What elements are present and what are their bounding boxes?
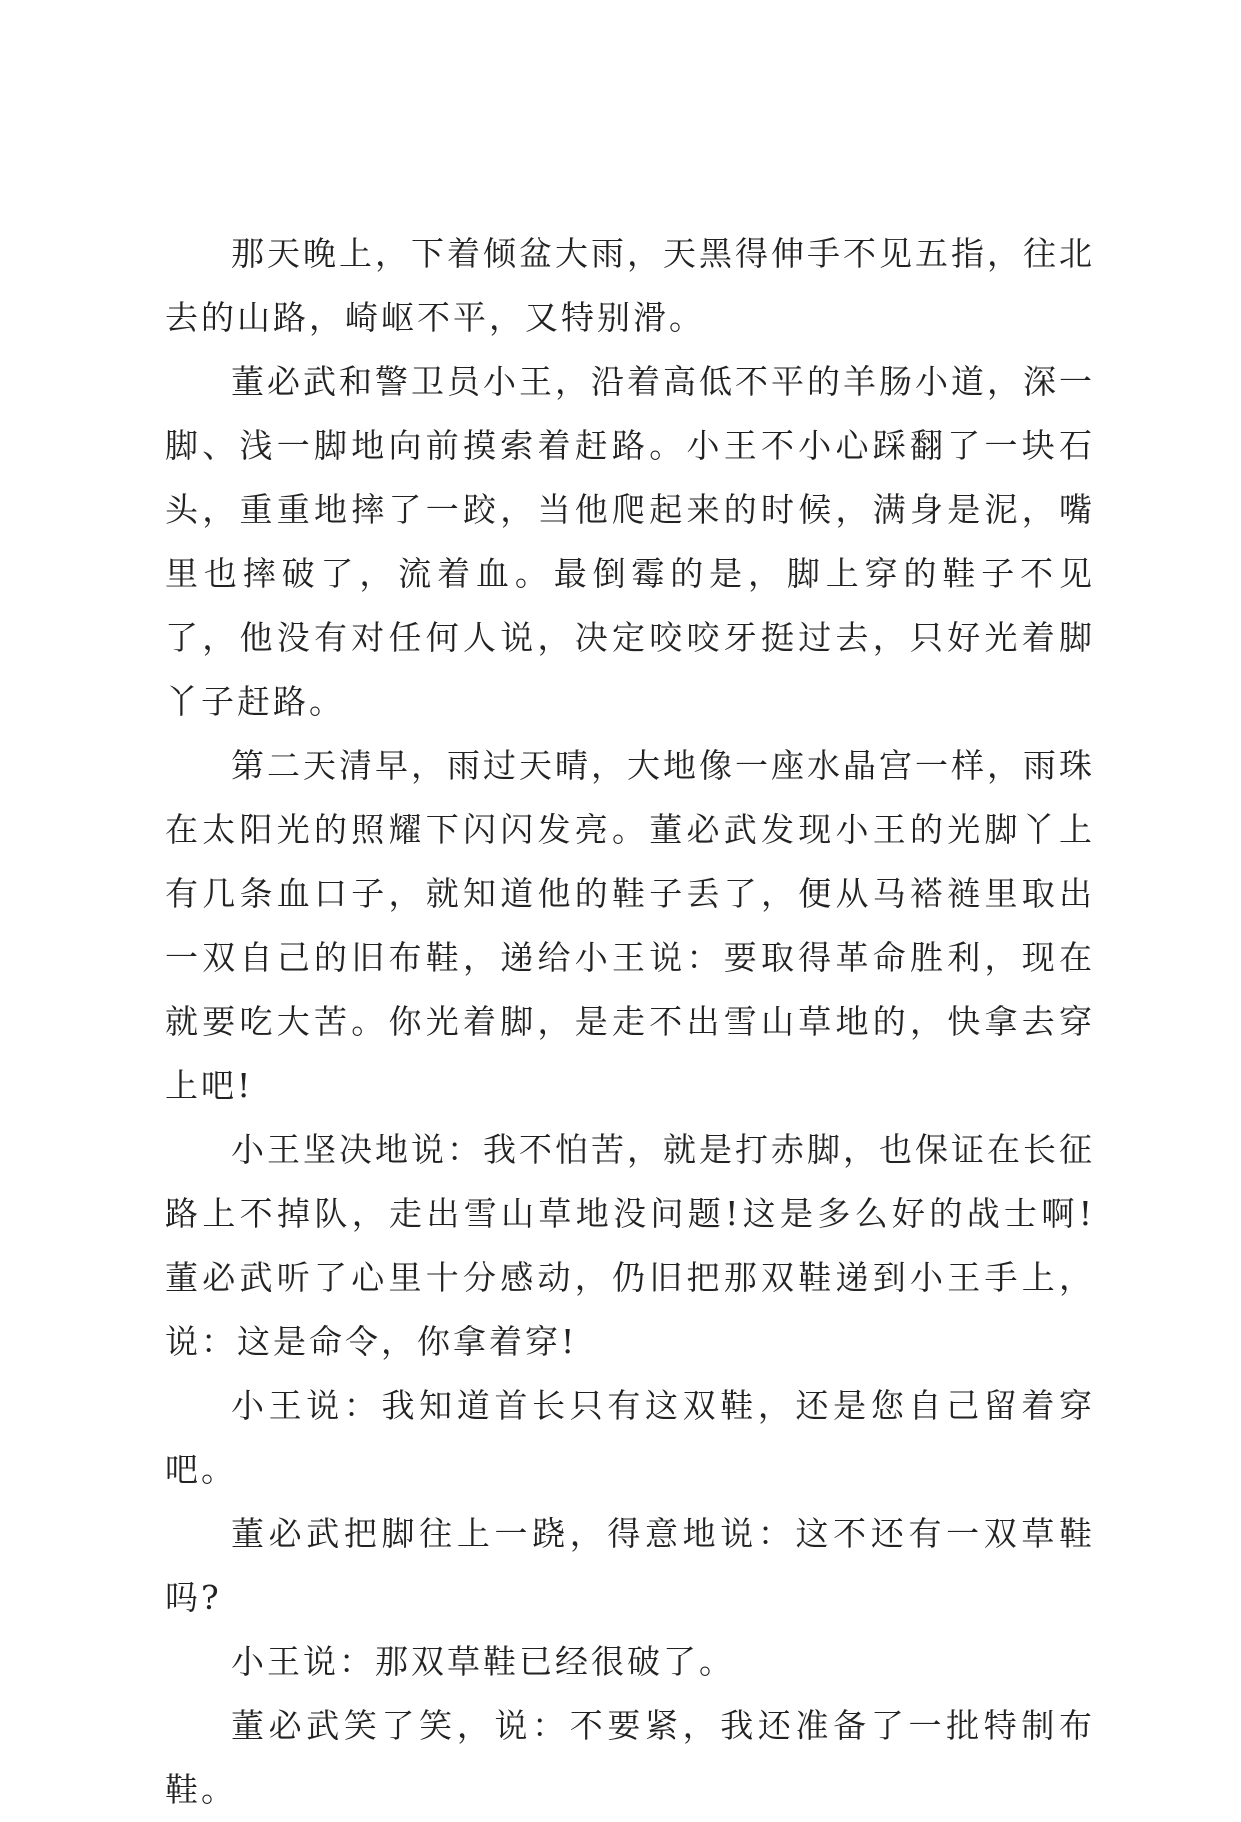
paragraph-8: 董必武笑了笑，说：不要紧，我还准备了一批特制布鞋。 <box>165 1706 1095 1809</box>
paragraph-1: 那天晚上，下着倾盆大雨，天黑得伸手不见五指，往北去的山路，崎岖不平，又特别滑。 <box>165 234 1095 337</box>
paragraph-3: 第二天清早，雨过天晴，大地像一座水晶宫一样，雨珠在太阳光的照耀下闪闪发亮。董必武发现小王的光脚丫上有几条血口子，就知道他的鞋子丢了，便从马褡裢里取出一双自己的旧布鞋，递给小王说：要取得革命胜利，现在就要吃大苦。你光着脚，是走不出雪山草地的，快拿去穿上吧! <box>165 746 1095 1105</box>
body-text <box>165 222 1095 1822</box>
paragraph-6: 董必武把脚往上一跷，得意地说：这不还有一双草鞋吗? <box>165 1514 1095 1617</box>
paragraph-7: 小王说：那双草鞋已经很破了。 <box>231 1642 735 1681</box>
paragraph-2: 董必武和警卫员小王，沿着高低不平的羊肠小道，深一脚、浅一脚地向前摸索着赶路。小王不小心踩翻了一块石头，重重地摔了一跤，当他爬起来的时候，满身是泥，嘴里也摔破了，流着血。最倒霉的是，脚上穿的鞋子不见了，他没有对任何人说，决定咬咬牙挺过去，只好光着脚丫子赶路。 <box>165 362 1095 721</box>
paragraph-5: 小王说：我知道首长只有这双鞋，还是您自己留着穿吧。 <box>165 1386 1095 1489</box>
paragraph-4: 小王坚决地说：我不怕苦，就是打赤脚，也保证在长征路上不掉队，走出雪山草地没问题!这是多么好的战士啊!董必武听了心里十分感动，仍旧把那双鞋递到小王手上，说：这是命令，你拿着穿! <box>165 1130 1095 1361</box>
